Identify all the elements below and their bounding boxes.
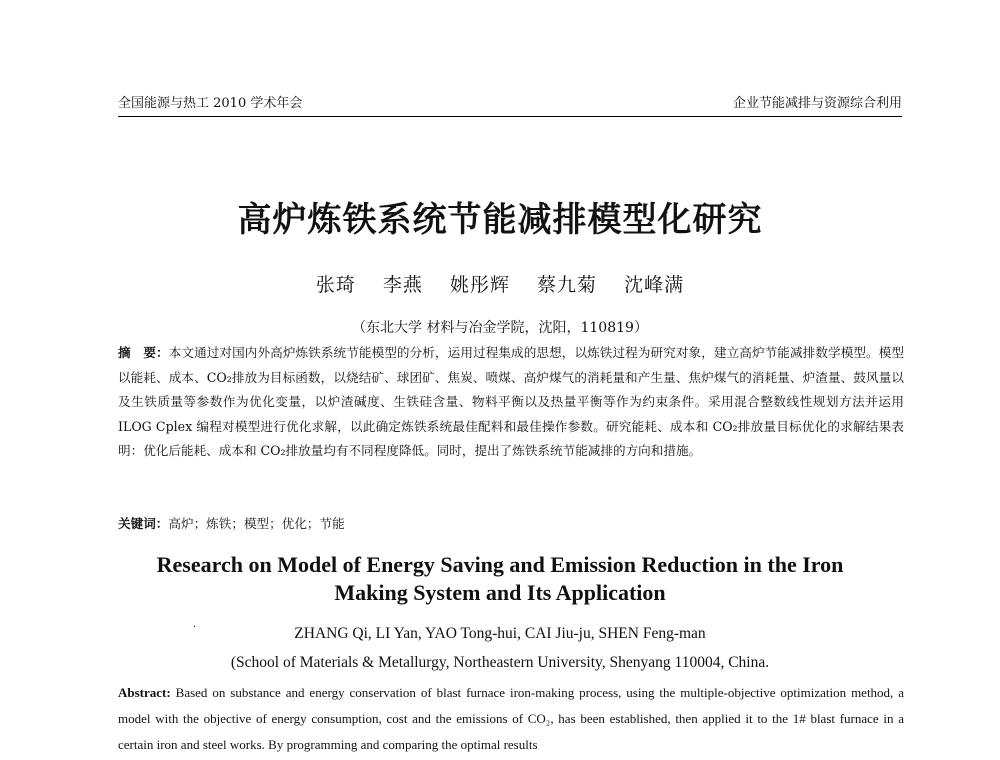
header-right: 企业节能减排与资源综合利用 <box>732 96 902 111</box>
author-cn: 蔡九菊 <box>537 274 598 296</box>
stray-mark: · <box>193 622 197 633</box>
title-english: Research on Model of Energy Saving and Emission Reduction in the Iron Making System and Its Application <box>156 552 844 605</box>
affiliation-chinese: （东北大学 材料与冶金学院，沈阳，110819） <box>352 320 648 336</box>
keywords-chinese <box>118 512 904 536</box>
author-cn: 姚彤辉 <box>449 274 510 296</box>
keywords-cn-label: 关键词： <box>118 516 169 531</box>
author-cn: 李燕 <box>382 274 423 296</box>
abstract-cn-label: 摘 要： <box>118 345 169 360</box>
title-chinese: 高炉炼铁系统节能减排模型化研究 <box>237 200 763 240</box>
abstract-cn-text: 本文通过对国内外高炉炼铁系统节能模型的分析，运用过程集成的思想，以炼铁过程为研究对象，建立高炉节能减排数学模型。模型以能耗、成本、CO₂排放为目标函数，以烧结矿、球团矿、焦炭、喷煤、高炉煤气的消耗量和产生量、焦炉煤气的消耗量、炉渣量、鼓风量以及生铁质量等参数作为优化变量，以炉渣碱度、生铁硅含量、物料平衡以及热量平衡等作为约束条件。采用混合整数线性规划方法并运用 ILOG Cplex 编程对模型进行优化求解，以此确定炼铁系统最佳配料和最佳操作参数。研究能耗、成本和 CO₂排放量目标优化的求解结果表明：优化后能耗、成本和 CO₂排放量均有不同程度降低。同时，提出了炼铁系统节能减排的方向和措施。 <box>118 345 905 459</box>
keywords-cn-text: 高炉；炼铁；模型；优化；节能 <box>168 516 345 531</box>
abstract-english <box>118 680 904 758</box>
affiliation-english: (School of Materials & Metallurgy, Northeastern University, Shenyang 110004, China. <box>230 654 770 671</box>
abstract-en-text: Based on substance and energy conservation of blast furnace iron-making process, using the multiple-objective optimization method, a model with the objective of energy consumption, cost and the emissions of CO₂, has been established, then applied it to the 1# blast furnace in a certain iron and steel works. By programming and comparing the optimal results <box>118 685 905 752</box>
abstract-en-label: Abstract: <box>118 685 171 700</box>
header-left: 全国能源与热工 2010 学术年会 <box>118 96 303 111</box>
author-cn: 沈峰满 <box>624 274 685 296</box>
authors-chinese <box>0 270 1000 297</box>
abstract-chinese <box>118 341 904 464</box>
running-header <box>118 92 902 117</box>
authors-english: ZHANG Qi, LI Yan, YAO Tong-hui, CAI Jiu-ju, SHEN Feng-man <box>294 625 706 642</box>
author-cn: 张琦 <box>315 274 356 296</box>
